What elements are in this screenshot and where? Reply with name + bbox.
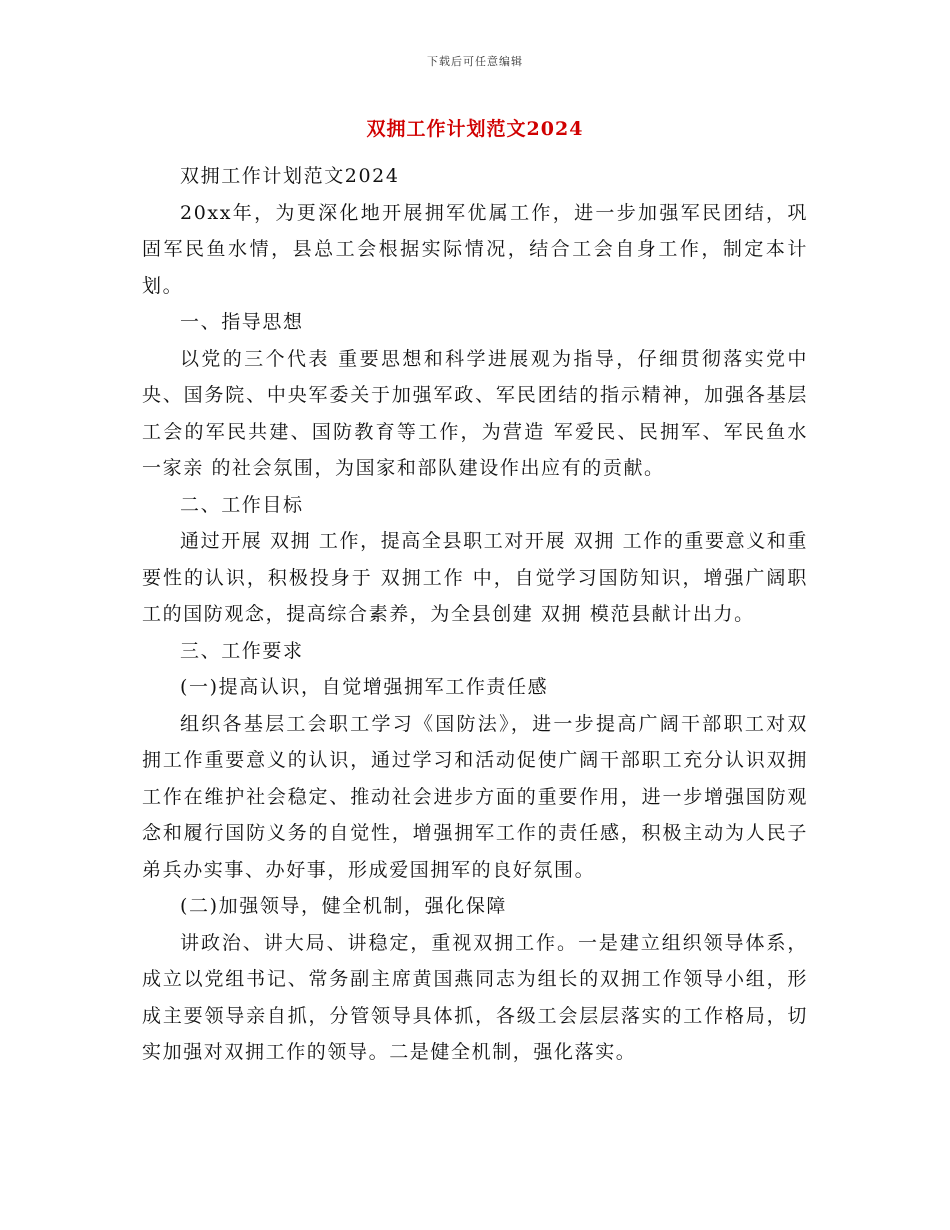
paragraph-subsection-1: 组织各基层工会职工学习《国防法》，进一步提高广阔干部职工对双拥工作重要意义的认识，通过学习和活动促使广阔干部职工充分认识双拥工作在维护社会稳定、推动社会进步方面的重要作用，进一步增强国防观念和履行国防义务的自觉性，增强拥军工作的责任感，积极主动为人民子弟兵办实事、办好事，形成爱国拥军的良好氛围。 (142, 712, 808, 881)
paragraph-work-goals: 通过开展 双拥 工作，提高全县职工对开展 双拥 工作的重要意义和重要性的认识，积极投身于 双拥工作 中，自觉学习国防知识，增强广阔职工的国防观念，提高综合素养，为全县创建 双拥 模范县献计出力。 (142, 530, 808, 625)
paragraph-subtitle: 双拥工作计划范文2024 (180, 165, 400, 187)
paragraph-intro: 20xx年，为更深化地开展拥军优属工作，进一步加强军民团结，巩固军民鱼水情，县总工会根据实际情况，结合工会自身工作，制定本计划。 (142, 201, 808, 297)
paragraph-subsection-2: 讲政治、讲大局、讲稳定，重视双拥工作。一是建立组织领导体系，成立以党组书记、常务副主席黄国燕同志为组长的双拥工作领导小组，形成主要领导亲自抓，分管领导具体抓，各级工会层层落实的工作格局，切实加强对双拥工作的领导。二是健全机制，强化落实。 (142, 931, 808, 1063)
paragraph-guiding-ideology: 以党的三个代表 重要思想和科学进展观为指导，仔细贯彻落实党中央、国务院、中央军委关于加强军政、军民团结的指示精神，加强各基层工会的军民共建、国防教育等工作，为营造 军爱民、民拥军、军民鱼水一家亲 的社会氛围，为国家和部队建设作出应有的贡献。 (142, 347, 808, 479)
section-heading-guiding-ideology: 一、指导思想 (180, 311, 304, 333)
page-header-note: 下载后可任意编辑 (427, 55, 523, 68)
section-heading-work-goals: 二、工作目标 (180, 493, 304, 516)
subsection-heading-2: (二)加强领导，健全机制，强化保障 (180, 895, 508, 917)
document-title: 双拥工作计划范文2024 (366, 118, 584, 140)
document-body (142, 158, 808, 1071)
section-heading-work-requirements: 三、工作要求 (180, 639, 304, 662)
subsection-heading-1: (一)提高认识，自觉增强拥军工作责任感 (180, 676, 549, 698)
